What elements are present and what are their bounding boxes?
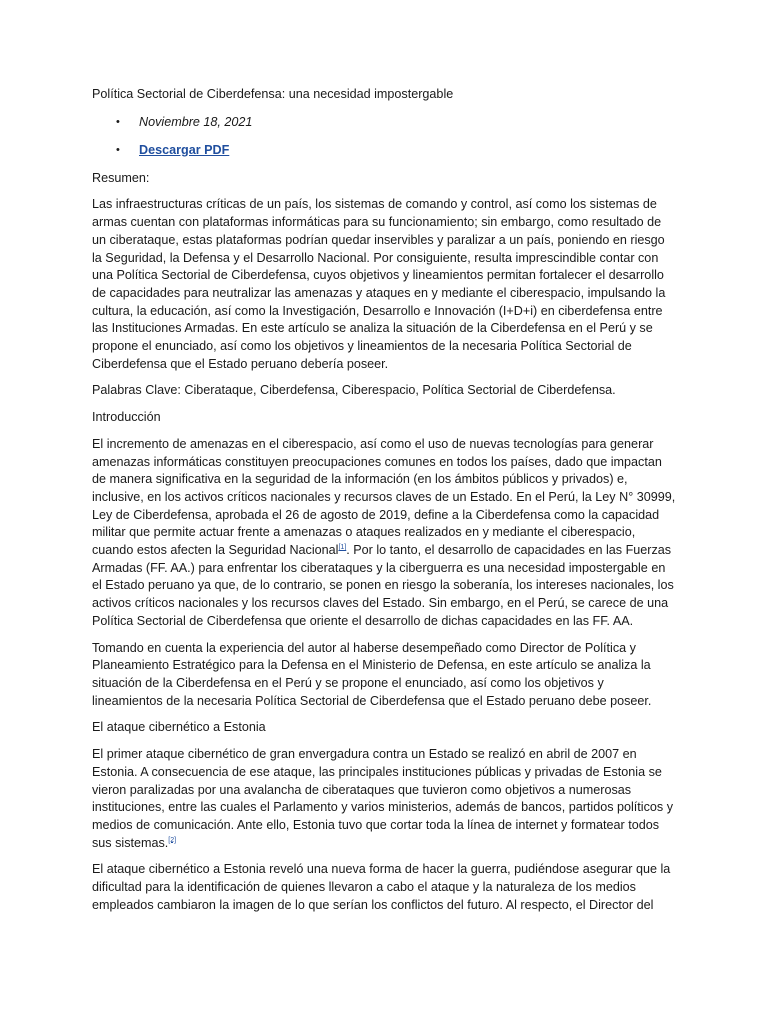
estonia-paragraph-1 bbox=[92, 746, 676, 852]
meta-date-item bbox=[92, 114, 676, 132]
keywords-paragraph: Palabras Clave: Ciberataque, Ciberdefensa, Ciberespacio, Política Sectorial de Ciberdefensa. bbox=[92, 383, 616, 398]
bullet-icon: • bbox=[116, 115, 120, 128]
intro-p1-text-a: El incremento de amenazas en el ciberespacio, así como el uso de nuevas tecnologías para generar amenazas informáticas constituyen preocupaciones comunes en todos los países, dado que impactan de manera significativa en la seguridad de la información (en los ámbitos públicos y privados) e, inclusive, en los activos críticos nacionales y recursos claves de un Estado. En el Perú, la Ley N° 30999, Ley de Ciberdefensa, aprobada el 26 de agosto de 2019, define a la Ciberdefensa como la capacidad militar que permite actuar frente a amenazas o ataques realizados en y mediante el ciberespacio, cuando estos afecten la Seguridad Nacional bbox=[92, 436, 676, 558]
article-meta-list bbox=[92, 114, 676, 160]
download-pdf-link[interactable]: Descargar PDF bbox=[139, 142, 230, 157]
intro-heading: Introducción bbox=[92, 410, 161, 425]
footnote-link-1[interactable]: [1] bbox=[338, 543, 347, 551]
bullet-icon: • bbox=[116, 143, 120, 156]
estonia-p1-text: El primer ataque cibernético de gran envergadura contra un Estado se realizó en abril de 2007 en Estonia. A consecuencia de ese ataque, las principales instituciones públicas y privadas de Estonia se vieron paralizadas por una avalancha de ciberataques que tuvieron como objetivos a numerosas instituciones, entre las cuales el Parlamento y varios ministerios, además de bancos, partidos políticos y medios de comunicación. Ante ello, Estonia tuvo que cortar toda la línea de internet y formatear todos sus sistemas. bbox=[92, 747, 673, 850]
article-title: Política Sectorial de Ciberdefensa: una necesidad impostergable bbox=[92, 87, 454, 101]
publication-date: Noviembre 18, 2021 bbox=[139, 114, 253, 129]
intro-paragraph-1 bbox=[92, 436, 676, 631]
intro-paragraph-2: Tomando en cuenta la experiencia del autor al haberse desempeñado como Director de Política y Planeamiento Estratégico para la Defensa en el Ministerio de Defensa, en este artículo se analiza la situación de la Ciberdefensa en el Perú y se propone el enunciado, así como los objetivos y lineamientos de la necesaria Política Sectorial de Ciberdefensa que el Estado peruano debe poseer. bbox=[92, 640, 652, 708]
estonia-paragraph-2: El ataque cibernético a Estonia reveló una nueva forma de hacer la guerra, pudiéndose asegurar que la dificultad para la identificación de quienes llevaron a cabo el ataque y la naturaleza de los medios empleados cambiaron la imagen de lo que serían los conflictos del futuro. Al respecto, el Director del bbox=[92, 862, 671, 912]
estonia-heading: El ataque cibernético a Estonia bbox=[92, 720, 266, 735]
intro-p1-text-b: . Por lo tanto, el desarrollo de capacidades en las Fuerzas Armadas (FF. AA.) para enfrentar los ciberataques y la ciberguerra es una necesidad impostergable en el Estado peruano ya que, de lo contrario, se ponen en riesgo la soberanía, los intereses nacionales, los activos críticos nacionales y los recursos claves del Estado. Sin embargo, en el Perú, se carece de una Política Sectorial de Ciberdefensa que oriente el desarrollo de dichas capacidades en las FF. AA. bbox=[92, 543, 674, 628]
resumen-paragraph: Las infraestructuras críticas de un país, los sistemas de comando y control, así como los sistemas de armas cuentan con plataformas informáticas para su funcionamiento; sin embargo, como resultado de un ciberataque, estas plataformas podrían quedar inservibles y paralizar a un país, poniendo en riesgo la Seguridad, la Defensa y el Desarrollo Nacional. Por consiguiente, resulta imprescindible contar con una Política Sectorial de Ciberdefensa, cuyos objetivos y lineamientos permitan fortalecer el desarrollo de capacidades para neutralizar las amenazas y ataques en y mediante el ciberespacio, impulsando la cultura, la educación, así como la Investigación, Desarrollo e Innovación (I+D+i) en ciberdefensa entre las Instituciones Armadas. En este artículo se analiza la situación de la Ciberdefensa en el Perú y se propone el enunciado, así como los objetivos y lineamientos de la necesaria Política Sectorial de Ciberdefensa que el Estado peruano debería poseer. bbox=[92, 197, 666, 371]
article-body bbox=[92, 86, 676, 923]
resumen-heading: Resumen: bbox=[92, 170, 150, 185]
footnote-link-2[interactable]: [2] bbox=[168, 836, 177, 844]
meta-download-item bbox=[92, 142, 676, 160]
